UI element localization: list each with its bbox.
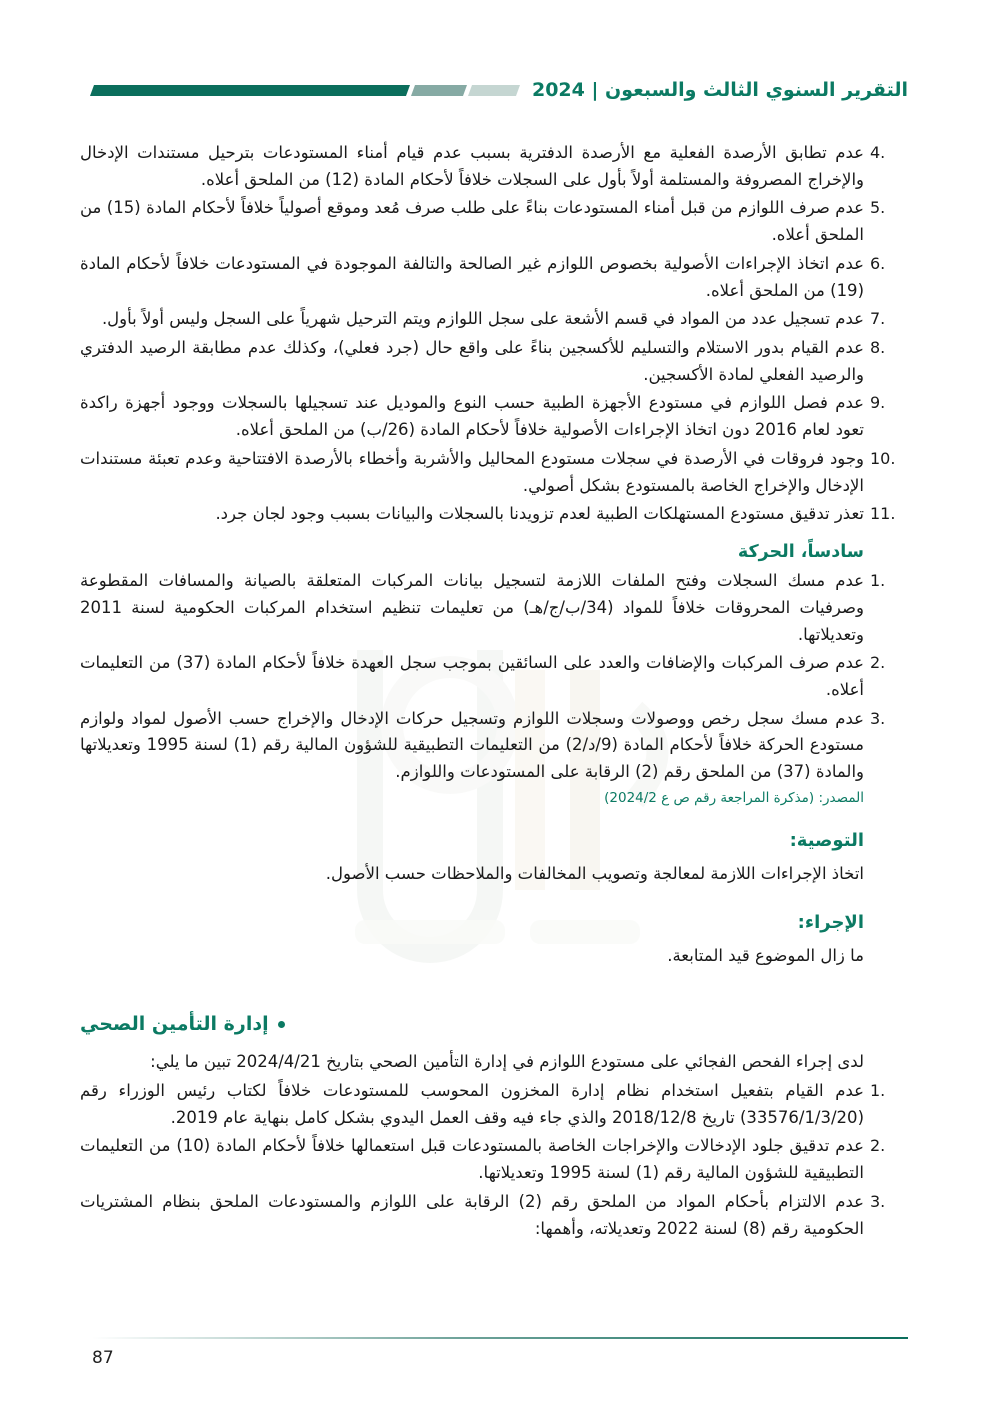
list-item-number: 3. [870, 708, 886, 728]
recommendation-label: التوصية: [789, 829, 864, 851]
list-item [80, 501, 908, 528]
page-header [92, 70, 908, 110]
page-footer [92, 1337, 908, 1368]
list-item-number: 1. [870, 571, 886, 591]
list-item [80, 251, 908, 304]
list-item [80, 568, 908, 648]
bullet-icon [278, 1021, 285, 1028]
list-item-number: 7. [870, 309, 886, 329]
list-item [80, 195, 908, 248]
list-item-number: 3. [870, 1191, 886, 1211]
list-item-number: 5. [870, 198, 886, 218]
list-item [80, 1078, 908, 1131]
list-item [80, 1189, 908, 1242]
list-item-text: عدم القيام بتفعيل استخدام نظام إدارة المخزون المحوسب للمستودعات خلافاً لكتاب رئيس الوزراء رقم (33576/1/3/20) تاريخ 2018/12/8 والذي جاء فيه وقف العمل اليدوي بشكل كامل بنهاية عام 2019. [80, 1080, 864, 1127]
list-item-number: 6. [870, 253, 886, 273]
list-item-text: وجود فروقات في الأرصدة في سجلات مستودع المحاليل والأشربة وأخطاء بالأرصدة الافتتاحية وعدم تعبئة مستندات الإدخال والإخراج الخاصة بالمستودع بشكل أصولي. [80, 448, 864, 495]
header-decoration-bars [92, 83, 518, 97]
page-content [80, 140, 908, 1244]
action-label: الإجراء: [797, 911, 864, 933]
movement-findings-list [80, 568, 908, 786]
page-number: 87 [92, 1348, 114, 1368]
action-body: ما زال الموضوع قيد المتابعة. [667, 945, 864, 965]
list-item-text: عدم صرف المركبات والإضافات والعدد على السائقين بموجب سجل العهدة خلافاً لأحكام المادة (37) من التعليمات أعلاه. [80, 653, 864, 699]
list-item-number: 2. [870, 653, 886, 673]
list-item-text: عدم فصل اللوازم في مستودع الأجهزة الطبية حسب النوع والموديل عند تسجيلها بالسجلات ووجود أجهزة راكدة تعود لعام 2016 دون اتخاذ الإجراءات الأصولية خلافاً لأحكام المادة (26/ب) من الملحق أعلاه. [80, 393, 864, 440]
list-item-text: عدم الالتزام بأحكام المواد من الملحق رقم (2) الرقابة على اللوازم والمستودعات الملحق بنظام المشتريات الحكومية رقم (8) لسنة 2022 وتعديلاته، وأهمها: [80, 1191, 864, 1238]
health-insurance-findings-list [80, 1078, 908, 1242]
list-item-text: عدم القيام بدور الاستلام والتسليم للأكسجين بناءً على واقع حال (جرد فعلي)، وكذلك عدم مطابقة الرصيد الدفتري والرصيد الفعلي لمادة الأكسجين. [80, 338, 864, 384]
list-item [80, 306, 908, 333]
list-item [80, 706, 908, 786]
footer-divider [92, 1337, 908, 1339]
health-insurance-intro: لدى إجراء الفحص الفجائي على مستودع اللوازم في إدارة التأمين الصحي بتاريخ 2024/4/21 تبين ما يلي: [150, 1052, 864, 1072]
source-note: المصدر: (مذكرة المراجعة رقم ص ع 2024/2) [604, 789, 864, 806]
list-item [80, 1133, 908, 1186]
list-item [80, 650, 908, 703]
recommendation-body: اتخاذ الإجراءات اللازمة لمعالجة وتصويب المخالفات والملاحظات حسب الأصول. [325, 863, 864, 883]
list-item-text: عدم تسجيل عدد من المواد في قسم الأشعة على سجل اللوازم ويتم الترحيل شهرياً على السجل وليس أولاً بأول. [101, 309, 864, 329]
list-item-number: 1. [870, 1080, 886, 1100]
list-item [80, 390, 908, 443]
list-item-text: عدم تطابق الأرصدة الفعلية مع الأرصدة الدفترية بسبب عدم قيام أمناء المستودعات بترحيل مستندات الإدخال والإخراج المصروفة والمستلمة أولاً بأول على السجلات خلافاً لأحكام المادة (12) من الملحق أعلاه. [80, 143, 864, 189]
list-item-text: عدم مسك سجل رخص ووصولات وسجلات اللوازم وتسجيل حركات الإدخال والإخراج حسب الأصول لمواد ولوازم مستودع الحركة خلافاً لأحكام المادة (9/د/2) من التعليمات التطبيقية للشؤون المالية رقم (1) لسنة 1995 وتعديلاتها والمادة (37) من الملحق رقم (2) الرقابة على المستودعات واللوازم. [80, 708, 865, 782]
list-item-text: عدم مسك السجلات وفتح الملفات اللازمة لتسجيل بيانات المركبات المتعلقة بالصيانة والمسافات المقطوعة وصرفيات المحروقات خلافاً للمواد (34/ب/ج/هـ) من تعليمات تنظيم استخدام المركبات الحكومية لسنة 2011 وتعديلاتها. [80, 571, 864, 644]
header-bar-light [468, 85, 520, 96]
header-bar-mid [411, 85, 467, 96]
list-item-number: 4. [870, 143, 886, 162]
list-item-text: عدم اتخاذ الإجراءات الأصولية بخصوص اللوازم غير الصالحة والتالفة الموجودة في المستودعات خلافاً لأحكام المادة (19) من الملحق أعلاه. [80, 253, 864, 300]
list-item [80, 335, 908, 388]
list-item-number: 8. [870, 338, 886, 358]
list-item-text: عدم تدقيق جلود الإدخالات والإخراجات الخاصة بالمستودعات قبل استعمالها خلافاً لأحكام المادة (10) من التعليمات التطبيقية للشؤون المالية رقم (1) لسنة 1995 وتعديلاتها. [80, 1136, 864, 1183]
section-heading-movement: سادساً، الحركة [737, 542, 864, 563]
report-title: التقرير السنوي الثالث والسبعون | 2024 [531, 78, 908, 101]
list-item [80, 140, 908, 193]
section-heading-label: إدارة التأمين الصحي [80, 1013, 269, 1036]
section-heading-health-insurance [80, 1013, 908, 1035]
continued-findings-list [80, 140, 908, 528]
list-item-text: عدم صرف اللوازم من قبل أمناء المستودعات بناءً على طلب صرف مُعد وموقع أصولياً خلافاً لأحكام المادة (15) من الملحق أعلاه. [80, 198, 864, 245]
list-item-number: 9. [870, 393, 886, 413]
list-item-number: 11. [870, 504, 896, 524]
list-item-text: تعذر تدقيق مستودع المستهلكات الطبية لعدم تزويدنا بالسجلات والبيانات بسبب وجود لجان جرد. [215, 504, 864, 524]
list-item [80, 446, 908, 499]
header-bar-dark [90, 85, 410, 96]
list-item-number: 2. [870, 1136, 886, 1156]
list-item-number: 10. [870, 448, 896, 468]
